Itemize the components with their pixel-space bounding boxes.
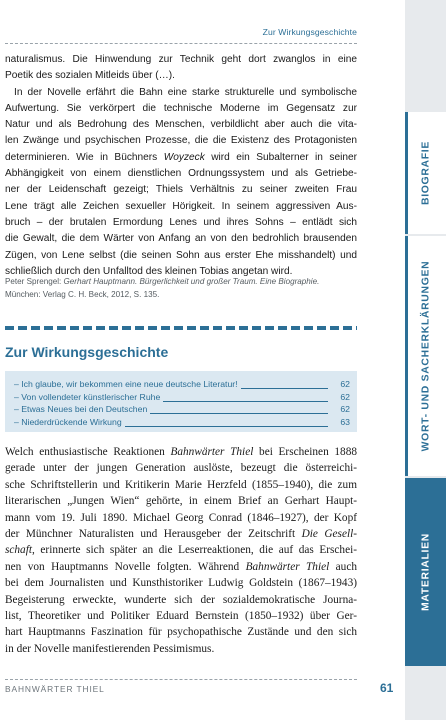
text-segment: nen von Hauptmanns Novelle folgten. Während bbox=[5, 560, 246, 573]
toc-item-label: – Niederdrückende Wirkung bbox=[14, 416, 125, 428]
toc-item-page: 63 bbox=[334, 416, 350, 428]
text-line: In der Novelle erfährt die Bahn eine starke strukturelle und symbolische bbox=[14, 86, 357, 98]
text-line: schließlich durch den Unfalltod des kleinen Tobias angetan wird. bbox=[5, 265, 293, 277]
sidebar-divider bbox=[405, 110, 446, 112]
sidebar-tab-wort-und-sacherklaerungen[interactable] bbox=[405, 236, 446, 476]
citation-line bbox=[5, 276, 357, 289]
toc-item-label: – Von vollendeter künstlerischer Ruhe bbox=[14, 391, 163, 403]
text-line bbox=[5, 526, 357, 542]
text-line: sche Schriftstellerin und Kritikerin Marie Herzfeld (1855–1940), die zum bbox=[5, 478, 357, 491]
toc-item-page: 62 bbox=[334, 391, 350, 403]
running-head: Zur Wirkungsgeschichte bbox=[262, 27, 357, 37]
sidebar-spacer-bottom bbox=[405, 668, 446, 720]
text-line: len Zwänge und psychischen Prozesse, die die Existenz des Protagonisten bbox=[5, 135, 357, 147]
text-line: bruch – der brutalen Ermordung Lenes und ihres Sohns – entlädt sich bbox=[5, 216, 357, 228]
toc-item[interactable] bbox=[14, 403, 350, 415]
text-line: Zügen, von Lene selbst (die seinen Sohn aus erster Ehe misshandelt) und bbox=[5, 249, 357, 261]
text-line: Natur und als Bedrohung des Menschen, verbildlicht aber auch die vita- bbox=[5, 119, 357, 131]
sidebar-accent-bar bbox=[405, 112, 408, 476]
sidebar-divider bbox=[405, 666, 446, 668]
text-line: in der Novelle manifestierenden Pessimismus. bbox=[5, 642, 215, 655]
work-title: Bahnwärter Thiel bbox=[245, 560, 330, 573]
header-divider bbox=[5, 43, 357, 44]
work-title: Die Gesell- bbox=[301, 528, 357, 541]
text-line bbox=[5, 542, 357, 558]
text-line: gerade unter der jungen Generation auslöste, bezeugt die österreichi- bbox=[5, 462, 357, 475]
footer-divider bbox=[5, 679, 357, 680]
sidebar-tab-materialien[interactable] bbox=[405, 478, 446, 666]
reception-paragraph bbox=[5, 444, 357, 657]
text-line: Begeisterung erweckte, wunderte sich der sozialdemokratische Journa- bbox=[5, 593, 357, 606]
text-line: hart Hauptmanns Faszination für psychopathische Zustände und den sich bbox=[5, 626, 357, 639]
sidebar-tab-label: BIOGRAFIE bbox=[420, 140, 431, 206]
subsection-toc bbox=[5, 371, 357, 432]
text-segment: determinieren. Wie in Büchners bbox=[5, 151, 158, 163]
text-segment: bei Erscheinen 1888 bbox=[253, 446, 357, 458]
text-line: ner der Leidenschaft gezeigt; Thiels Verhältnis zu seiner zweiten Frau bbox=[5, 184, 357, 196]
text-line: mann vom 19. Juli 1890. Michael Georg Conrad (1846–1927), der Kopf bbox=[5, 511, 357, 524]
text-line bbox=[5, 559, 357, 575]
text-segment: , erinnerte sich später an die Leserreaktionen, die auf das Erschei- bbox=[32, 544, 357, 557]
section-divider bbox=[5, 326, 357, 330]
toc-item[interactable] bbox=[14, 378, 350, 390]
sidebar-divider bbox=[405, 476, 446, 478]
text-line: die Gewalt, die dem Wärter von Anfang an von den bedrohlich brausenden bbox=[5, 233, 357, 245]
citation-imprint: München: Verlag C. H. Beck, 2012, S. 135. bbox=[5, 289, 160, 299]
section-heading: Zur Wirkungsgeschichte bbox=[5, 344, 169, 360]
sidebar-tab-biografie[interactable] bbox=[405, 112, 446, 234]
sidebar-tab-label: WORT- UND SACHERKLÄRUNGEN bbox=[420, 260, 431, 452]
toc-item-label: – Etwas Neues bei den Deutschen bbox=[14, 403, 150, 415]
citation-title: Gerhart Hauptmann. Bürgerlichkeit und großer Traum. Eine Biographie. bbox=[63, 277, 320, 286]
text-line: literarischen „Jungen Wien“ gehörte, in einem Brief an Gerhart Haupt- bbox=[5, 495, 357, 508]
work-title: schaft bbox=[5, 544, 32, 557]
citation-author: Peter Sprengel: bbox=[5, 277, 64, 286]
toc-item[interactable] bbox=[14, 416, 350, 428]
page-number: 61 bbox=[380, 681, 394, 695]
text-line: Lene trägt alle Zeichen sexueller Hörigkeit. In seinem aggressiven Aus- bbox=[5, 200, 357, 212]
toc-item-label: – Ich glaube, wir bekommen eine neue deutsche Literatur! bbox=[14, 378, 241, 390]
text-segment: Welch enthusiastische Reaktionen bbox=[5, 446, 171, 458]
footer-book-title: BAHNWÄRTER THIEL bbox=[5, 684, 105, 694]
text-line: Aufwertung. Sie verkörpert die technische Moderne im Gegensatz zur bbox=[5, 102, 357, 114]
sidebar-spacer-top bbox=[405, 0, 446, 110]
work-title: Woyzeck bbox=[163, 151, 205, 163]
text-line bbox=[5, 444, 357, 460]
text-segment: wird ein Subalterner in seiner bbox=[204, 151, 357, 163]
chapter-sidebar bbox=[405, 0, 446, 720]
sidebar-tab-label: MATERIALIEN bbox=[420, 533, 431, 611]
text-segment: auch bbox=[329, 560, 357, 573]
text-line: list, Theoretiker und Politiker Eduard Bernstein (1850–1932) über Ger- bbox=[5, 610, 357, 623]
text-line: naturalismus. Die Hinwendung zur Technik geht dort zwanglos in eine bbox=[5, 54, 357, 65]
text-segment: der Münchner Naturalisten und Herausgeber der Zeitschrift bbox=[5, 528, 302, 541]
text-line: Poetik des sozialen Mitleids über (…). bbox=[5, 70, 175, 82]
text-line: Abhängigkeit von einem dienstlichen Ordnungssystem und als Getriebe- bbox=[5, 168, 357, 180]
toc-item[interactable] bbox=[14, 391, 350, 403]
sidebar-divider bbox=[405, 234, 446, 236]
work-title: Bahnwärter Thiel bbox=[170, 446, 254, 458]
quoted-passage bbox=[5, 52, 357, 280]
toc-item-page: 62 bbox=[334, 403, 350, 415]
source-citation bbox=[5, 276, 357, 301]
text-line: bei dem Journalisten und Kunsthistoriker Ludwig Goldstein (1867–1943) bbox=[5, 577, 357, 590]
toc-item-page: 62 bbox=[334, 378, 350, 390]
text-line bbox=[5, 150, 357, 166]
